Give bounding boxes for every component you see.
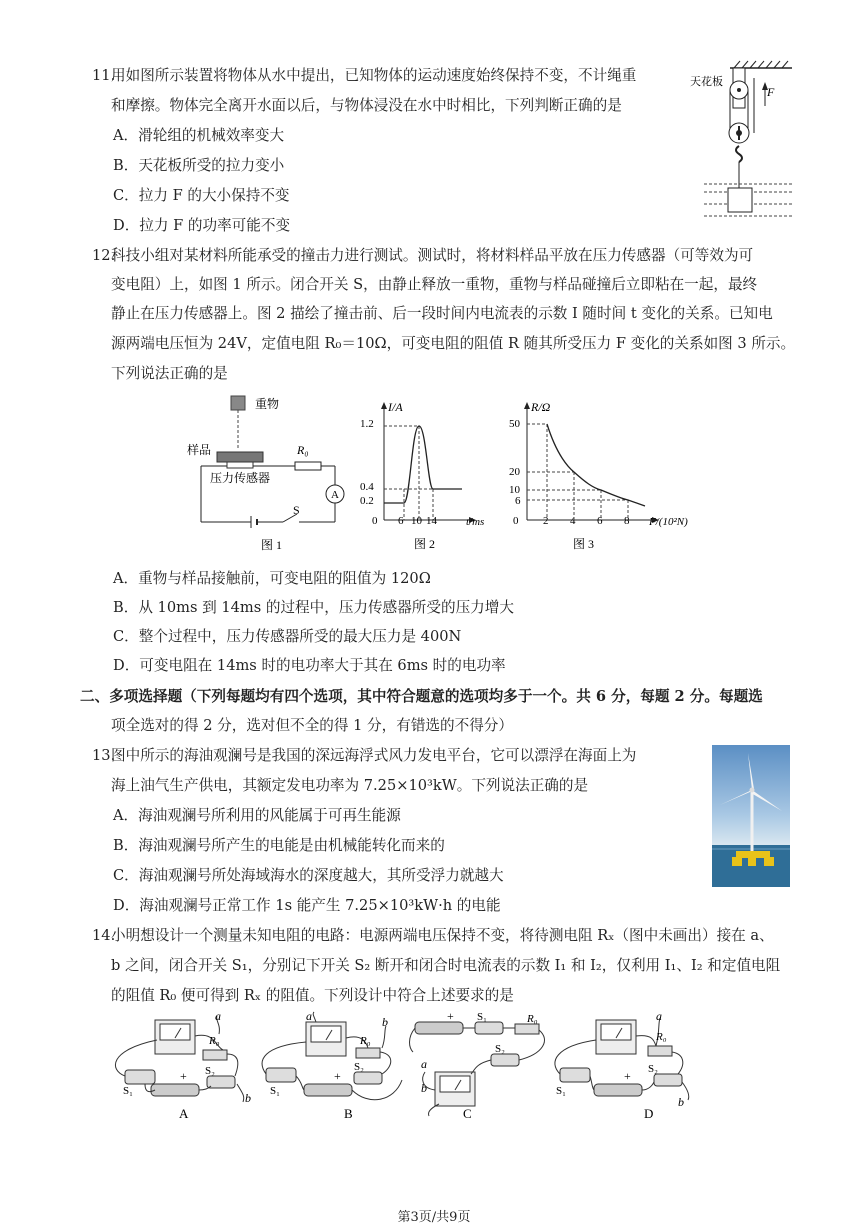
- choice-b-label: B: [344, 1106, 353, 1121]
- q14-stem-line1: 小明想设计一个测量未知电阻的电路：电源两端电压保持不变，将待测电阻 Rₓ（图中未画出）接在 a、: [111, 927, 774, 944]
- q13-option-a: A．海油观澜号所利用的风能属于可再生能源: [113, 807, 401, 824]
- switch-label: S: [293, 503, 300, 517]
- q11-stem-line2: 和摩擦。物体完全离开水面以后，与物体浸没在水中时相比，下列判断正确的是: [111, 97, 622, 114]
- fig2-ytick: 0.4: [360, 481, 374, 493]
- page-footer: 第3页/共9页: [397, 1210, 471, 1225]
- q13-option-d: D．海油观澜号正常工作 1s 能产生 7.25×10³kW·h 的电能: [113, 897, 501, 914]
- terminal-a-label: a: [656, 1010, 662, 1023]
- q11-number: 11.: [92, 67, 116, 84]
- q12-option-d: D．可变电阻在 14ms 时的电功率大于其在 6ms 时的电功率: [113, 657, 506, 674]
- section2-heading-line1: 二、多项选择题（下列每题均有四个选项，其中符合题意的选项均多于一个。共 6 分，每题 2 分。每题选: [80, 688, 763, 705]
- fig3-xtick: 4: [570, 515, 576, 527]
- q11-stem-line1: 用如图所示装置将物体从水中提出，已知物体的运动速度始终保持不变，不计绳重: [111, 67, 637, 84]
- q12-option-c: C．整个过程中，压力传感器所受的最大压力是 400N: [113, 628, 462, 645]
- q12-stem-line5: 下列说法正确的是: [111, 365, 228, 382]
- q12-stem-line3: 静止在压力传感器上。图 2 描绘了撞击前、后一段时间内电流表的示数 I 随时间 t 变化的关系。已知电: [111, 305, 773, 322]
- terminal-b-label: b: [421, 1081, 427, 1095]
- q12-option-a: A．重物与样品接触前，可变电阻的阻值为 120Ω: [113, 570, 431, 587]
- terminal-b-label: b: [678, 1095, 684, 1109]
- s2-label: S₂: [354, 1061, 364, 1073]
- terminal-b-label: b: [382, 1015, 388, 1029]
- q12-fig3-graph: [505, 396, 705, 552]
- choice-c-label: C: [463, 1106, 472, 1121]
- choice-d-label: D: [644, 1106, 654, 1121]
- q13-option-b: B．海油观澜号所产生的电能是由机械能转化而来的: [113, 837, 445, 854]
- fig3-xtick: 2: [543, 515, 549, 527]
- svg-text:+: +: [447, 1009, 454, 1023]
- q13-stem-line1: 图中所示的海油观澜号是我国的深远海浮式风力发电平台，它可以漂浮在海面上为: [111, 747, 637, 764]
- sample-label: 样品: [187, 443, 212, 457]
- svg-text:+: +: [180, 1069, 187, 1083]
- fig2-xtick: 6: [398, 515, 404, 527]
- r0-label: R₀: [297, 443, 309, 457]
- force-label: F: [767, 85, 775, 99]
- fig2-xtick: 0: [372, 515, 378, 527]
- r0-label: R₀: [656, 1031, 667, 1043]
- fig3-xtick: 8: [624, 515, 630, 527]
- q11-pulley-figure: [690, 58, 800, 228]
- q13-option-c: C．海油观澜号所处海域海水的深度越大，其所受浮力就越大: [113, 867, 504, 884]
- fig2-ytick: 0.2: [360, 495, 374, 507]
- section2-heading-line2: 项全选对的得 2 分，选对但不全的得 1 分，有错选的不得分）: [111, 717, 513, 734]
- q11-option-c: C．拉力 F 的大小保持不变: [113, 187, 290, 204]
- s1-label: S₁: [477, 1011, 487, 1023]
- s1-label: S₁: [556, 1085, 566, 1097]
- fig3-ylabel: R/Ω: [531, 400, 551, 414]
- q11-option-b: B．天花板所受的拉力变小: [113, 157, 285, 174]
- r0-label: R₀: [360, 1035, 371, 1047]
- sensor-label: 压力传感器: [210, 471, 271, 485]
- q12-stem-line1: 科技小组对某材料所能承受的撞击力进行测试。测试时，将材料样品平放在压力传感器（可等效为可: [111, 247, 754, 264]
- q12-option-b: B．从 10ms 到 14ms 的过程中，压力传感器所受的压力增大: [113, 599, 514, 616]
- svg-text:+: +: [624, 1069, 631, 1083]
- fig2-ytick: 1.2: [360, 418, 374, 430]
- fig2-xlabel: t/ms: [466, 516, 485, 528]
- ceiling-label: 天花板: [690, 76, 723, 88]
- q13-stem-line2: 海上油气生产供电，其额定发电功率为 7.25×10³kW。下列说法正确的是: [111, 777, 589, 794]
- q14-stem-line2: b 之间，闭合开关 S₁，分别记下开关 S₂ 断开和闭合时电流表的示数 I₁ 和 I₂，仅利用 I₁、I₂ 和定值电阻: [111, 957, 781, 974]
- fig1-caption: 图 1: [261, 538, 283, 552]
- svg-text:+: +: [334, 1069, 341, 1083]
- q13-number: 13.: [92, 747, 116, 764]
- fig3-ytick: 50: [509, 418, 520, 430]
- s1-label: S₁: [123, 1085, 133, 1097]
- q12-number: 12.: [92, 247, 116, 264]
- q12-fig2-graph: [358, 396, 498, 552]
- q12-fig1-circuit: [185, 392, 355, 552]
- ammeter-label: A: [331, 489, 339, 501]
- terminal-a-label: a: [421, 1057, 427, 1071]
- terminal-a-label: a: [215, 1010, 221, 1023]
- s2-label: S₂: [648, 1063, 658, 1075]
- fig3-ytick: 10: [509, 484, 520, 496]
- q14-number: 14.: [92, 927, 116, 944]
- fig2-ylabel: I/A: [388, 400, 403, 414]
- fig3-xlabel: F/(10²N): [649, 516, 688, 528]
- q14-circuit-b: [258, 1010, 418, 1125]
- r0-label: R₀: [527, 1013, 538, 1025]
- q11-option-a: A．滑轮组的机械效率变大: [113, 127, 285, 144]
- wind-turbine-photo: [712, 745, 790, 887]
- fig2-caption: 图 2: [414, 537, 436, 551]
- s2-label: S₂: [205, 1065, 215, 1077]
- q14-circuit-c: [405, 1008, 555, 1125]
- r0-label: R₀: [209, 1035, 220, 1047]
- choice-a-label: A: [179, 1106, 189, 1121]
- q14-circuit-d: [548, 1010, 698, 1125]
- q12-stem-line2: 变电阻）上，如图 1 所示。闭合开关 S，由静止释放一重物，重物与样品碰撞后立即粘在一起，最终: [111, 276, 758, 293]
- s2-label: S₂: [495, 1043, 505, 1055]
- terminal-b-label: b: [245, 1091, 251, 1105]
- q11-option-d: D．拉力 F 的功率可能不变: [113, 217, 291, 234]
- fig3-xtick: 0: [513, 515, 519, 527]
- fig3-ytick: 6: [515, 495, 521, 507]
- weight-label: 重物: [255, 397, 280, 411]
- terminal-a-label: a: [306, 1010, 312, 1023]
- fig3-xtick: 6: [597, 515, 603, 527]
- fig2-xtick: 14: [426, 515, 437, 527]
- s1-label: S₁: [270, 1085, 280, 1097]
- fig2-xtick: 10: [411, 515, 422, 527]
- q14-stem-line3: 的阻值 R₀ 便可得到 Rₓ 的阻值。下列设计中符合上述要求的是: [111, 987, 514, 1004]
- q12-stem-line4: 源两端电压恒为 24V，定值电阻 R₀＝10Ω，可变电阻的阻值 R 随其所受压力 F 变化的关系如图 3 所示。: [111, 335, 796, 352]
- fig3-caption: 图 3: [573, 537, 595, 551]
- q14-circuit-a: [105, 1010, 265, 1125]
- fig3-ytick: 20: [509, 466, 520, 478]
